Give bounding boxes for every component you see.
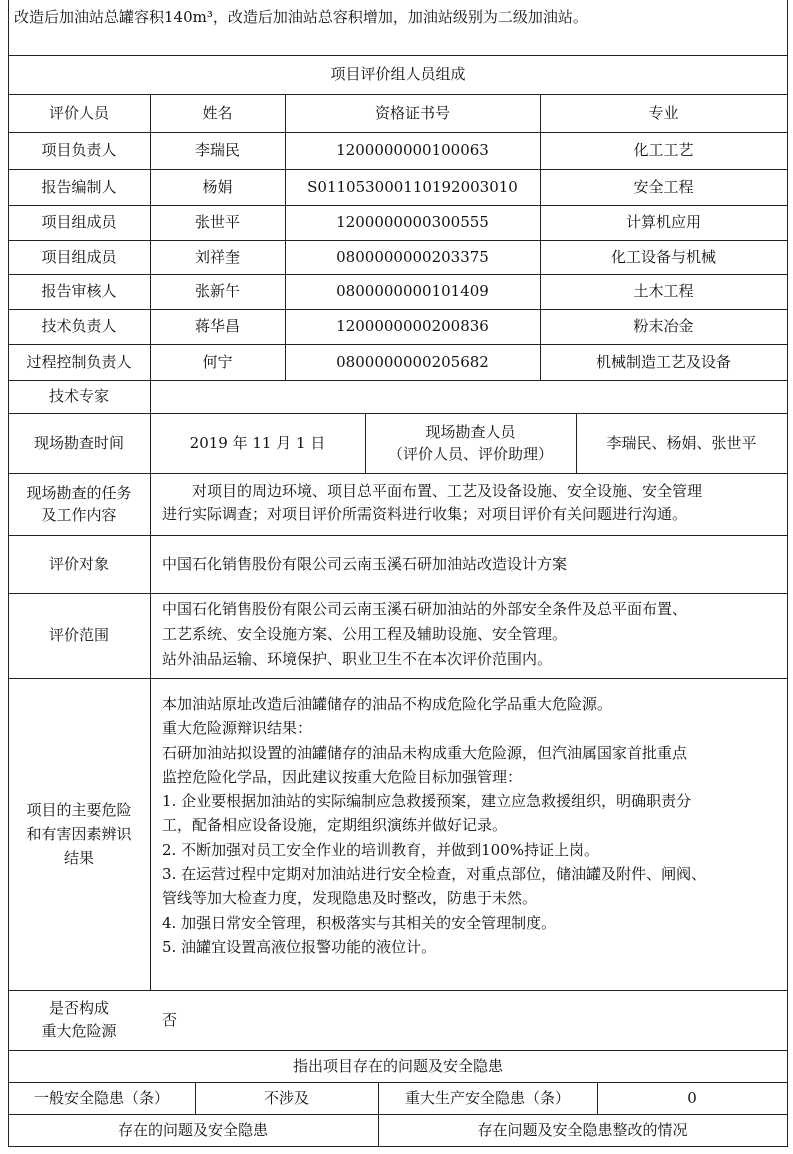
team-section-title: 项目评价组人员组成 bbox=[330, 65, 466, 83]
issues-title: 指出项目存在的问题及安全隐患 bbox=[292, 1056, 503, 1075]
member-name: 张新午 bbox=[194, 282, 240, 300]
header-name: 姓名 bbox=[202, 103, 233, 122]
survey-task-content bbox=[162, 480, 702, 526]
header-major: 专业 bbox=[648, 103, 679, 122]
member-role: 技术负责人 bbox=[41, 317, 117, 335]
hazards-line: 2. 不断加强对员工安全作业的培训教育，并做到100%持证上岗。 bbox=[162, 840, 599, 859]
member-role: 过程控制负责人 bbox=[26, 352, 132, 371]
major-production-hazard-label: 重大生产安全隐患（条） bbox=[404, 1088, 570, 1107]
hazards-label-line: 和有害因素辨识 bbox=[26, 825, 132, 843]
member-role: 项目负责人 bbox=[41, 141, 117, 159]
scope-line: 工艺系统、安全设施方案、公用工程及辅助设施、安全管理。 bbox=[162, 625, 568, 643]
general-hazard-value: 不涉及 bbox=[263, 1088, 309, 1107]
member-major: 安全工程 bbox=[633, 177, 694, 196]
hazards-line: 监控危险化学品，因此建议按重大危险目标加强管理： bbox=[162, 767, 523, 786]
major-hazard-label-line2: 重大危险源 bbox=[41, 1022, 117, 1040]
member-major: 化工设备与机械 bbox=[610, 247, 716, 266]
member-name: 刘祥奎 bbox=[194, 247, 240, 266]
survey-task-label bbox=[8, 473, 150, 535]
survey-task-label-line2: 及工作内容 bbox=[41, 506, 117, 524]
survey-task-label-line1: 现场勘查的任务 bbox=[26, 484, 132, 502]
major-hazard-label bbox=[8, 990, 150, 1050]
hazards-line: 4. 加强日常安全管理，积极落实与其相关的安全管理制度。 bbox=[162, 913, 557, 932]
survey-task-line2: 进行实际调查；对项目评价所需资料进行收集；对项目评价有关问题进行沟通。 bbox=[162, 505, 688, 523]
survey-task-line1: 对项目的周边环境、项目总平面布置、工艺及设备设施、安全设施、安全管理 bbox=[192, 482, 703, 500]
object-value: 中国石化销售股份有限公司云南玉溪石研加油站改造设计方案 bbox=[162, 554, 568, 573]
major-hazard-label-line1: 是否构成 bbox=[48, 999, 109, 1017]
member-role: 项目组成员 bbox=[41, 247, 117, 266]
general-hazard-label: 一般安全隐患（条） bbox=[33, 1088, 169, 1107]
survey-staff-value: 李瑞民、杨娟、张世平 bbox=[606, 433, 757, 452]
member-role: 报告编制人 bbox=[41, 177, 117, 196]
survey-time-value: 2019 年 11 月 1 日 bbox=[189, 433, 326, 452]
major-hazard-value: 否 bbox=[162, 1010, 178, 1029]
member-cert: 1200000000100063 bbox=[336, 141, 489, 159]
hazards-label bbox=[8, 678, 150, 990]
issues-column-header: 存在的问题及安全隐患 bbox=[117, 1120, 268, 1139]
object-label: 评价对象 bbox=[48, 554, 109, 573]
scope-content bbox=[162, 597, 687, 672]
expert-value bbox=[160, 380, 780, 413]
scope-line: 中国石化销售股份有限公司云南玉溪石研加油站的外部安全条件及总平面布置、 bbox=[162, 600, 688, 618]
survey-time-label: 现场勘查时间 bbox=[33, 433, 124, 452]
member-name: 杨娟 bbox=[202, 177, 233, 196]
scope-label: 评价范围 bbox=[48, 626, 109, 644]
survey-staff-label-line2: （评价人员、评价助理） bbox=[387, 445, 553, 463]
scope-line: 站外油品运输、环境保护、职业卫生不在本次评价范围内。 bbox=[162, 650, 553, 668]
major-production-hazard-value: 0 bbox=[687, 1088, 697, 1107]
rectification-column-header: 存在问题及安全隐患整改的情况 bbox=[477, 1120, 688, 1139]
hazards-line: 3. 在运营过程中定期对加油站进行安全检查，对重点部位，储油罐及附件、闸阀、 bbox=[162, 865, 707, 884]
hazards-line: 石研加油站拟设置的油罐储存的油品未构成重大危险源，但汽油属国家首批重点 bbox=[162, 743, 688, 762]
survey-staff-label bbox=[365, 413, 576, 473]
hazards-line: 1. 企业要根据加油站的实际编制应急救援预案，建立应急救援组织，明确职责分 bbox=[162, 792, 692, 811]
hazards-line: 管线等加大检查力度，发现隐患及时整改，防患于未然。 bbox=[162, 889, 538, 908]
member-major: 粉末冶金 bbox=[633, 317, 694, 335]
member-role: 项目组成员 bbox=[41, 213, 117, 231]
member-major: 土木工程 bbox=[633, 282, 694, 300]
header-cert: 资格证书号 bbox=[374, 103, 450, 122]
member-name: 张世平 bbox=[194, 213, 240, 231]
member-cert: 1200000000200836 bbox=[336, 317, 489, 335]
hazards-line: 工，配备相应设备设施，定期组织演练并做好记录。 bbox=[162, 816, 508, 835]
member-role: 报告审核人 bbox=[41, 282, 117, 300]
expert-label: 技术专家 bbox=[48, 387, 109, 405]
member-cert: 0800000000101409 bbox=[336, 282, 489, 300]
hazards-content bbox=[162, 692, 706, 959]
header-role: 评价人员 bbox=[48, 103, 109, 122]
member-cert: 0800000000205682 bbox=[336, 352, 489, 371]
survey-staff-label-line1: 现场勘查人员 bbox=[425, 423, 516, 441]
member-name: 何宁 bbox=[202, 352, 233, 371]
hazards-label-line: 结果 bbox=[63, 849, 94, 867]
member-name: 蒋华昌 bbox=[194, 317, 240, 335]
member-cert: S011053000110192003010 bbox=[307, 177, 518, 196]
hazards-line: 5. 油罐宜设置高液位报警功能的液位计。 bbox=[162, 937, 437, 956]
hazards-line: 本加油站原址改造后油罐储存的油品不构成危险化学品重大危险源。 bbox=[162, 695, 613, 713]
intro-text: 改造后加油站总罐容积140m³，改造后加油站总容积增加，加油站级别为二级加油站。 bbox=[14, 7, 588, 26]
member-major: 化工工艺 bbox=[633, 141, 694, 159]
member-name: 李瑞民 bbox=[194, 141, 240, 159]
hazards-label-line: 项目的主要危险 bbox=[26, 801, 132, 819]
member-cert: 1200000000300555 bbox=[336, 213, 489, 231]
member-major: 计算机应用 bbox=[625, 213, 701, 231]
member-major: 机械制造工艺及设备 bbox=[595, 352, 731, 371]
member-cert: 0800000000203375 bbox=[336, 247, 489, 266]
hazards-line: 重大危险源辩识结果： bbox=[162, 719, 313, 738]
